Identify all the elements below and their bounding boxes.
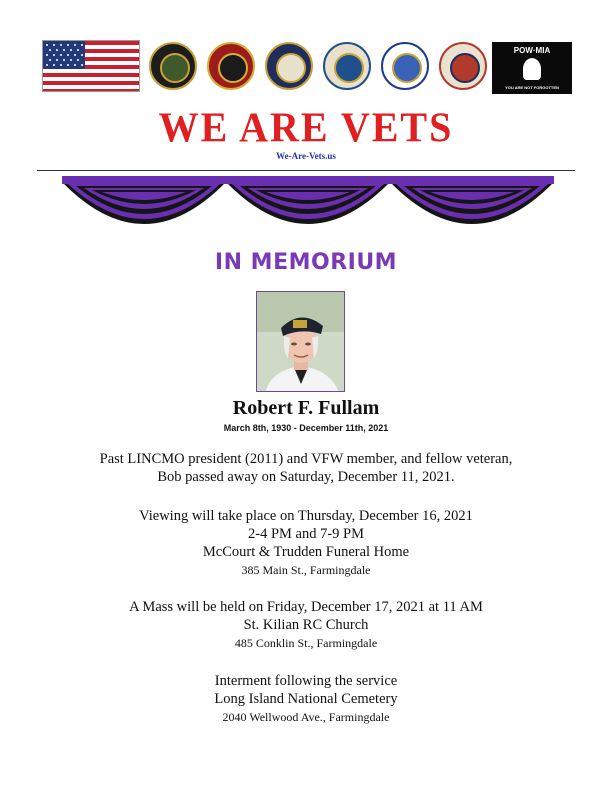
viewing-line-2: 2-4 PM and 7-9 PM [247, 526, 364, 542]
announcement-line-2: Bob passed away on Saturday, December 11, 2021. [157, 469, 455, 485]
navy-seal-icon [265, 42, 313, 90]
website-link[interactable]: We-Are-Vets.us [276, 151, 336, 161]
viewing-address: 385 Main St., Farmingdale [241, 563, 371, 577]
pow-mia-flag-bottom-text: YOU ARE NOT FORGOTTEN [505, 85, 559, 90]
army-seal-icon [149, 42, 197, 90]
interment-address: 2040 Wellwood Ave., Farmingdale [222, 710, 390, 724]
mass-line-2: St. Kilian RC Church [243, 617, 369, 633]
viewing-line-1: Viewing will take place on Thursday, December 16, 2021 [139, 508, 473, 524]
pow-mia-flag-top-text: POW·MIA [513, 46, 551, 55]
pow-mia-flag-icon [492, 42, 572, 94]
viewing-line-3: McCourt & Trudden Funeral Home [202, 544, 410, 560]
interment-line-1: Interment following the service [214, 673, 398, 689]
bunting-decoration [62, 176, 554, 248]
emblem-row [42, 40, 572, 96]
header-divider [37, 170, 575, 171]
interment-line-2: Long Island National Cemetery [214, 691, 398, 707]
announcement-line-1: Past LINCMO president (2011) and VFW member, and fellow veteran, [99, 451, 513, 467]
in-memorium-heading: IN MEMORIUM [214, 250, 398, 275]
merchant-marine-seal-icon [439, 42, 487, 90]
marine-corps-seal-icon [207, 42, 255, 90]
portrait-photo [256, 291, 345, 392]
us-flag-icon [42, 40, 140, 92]
air-force-seal-icon [381, 42, 429, 90]
mass-line-1: A Mass will be held on Friday, December 17, 2021 at 11 AM [129, 599, 483, 615]
page-title: WE ARE VETS [158, 103, 454, 152]
life-dates: March 8th, 1930 - December 11th, 2021 [223, 423, 389, 433]
mass-address: 485 Conklin St., Farmingdale [234, 636, 378, 650]
deceased-name: Robert F. Fullam [232, 397, 380, 419]
coast-guard-seal-icon [323, 42, 371, 90]
